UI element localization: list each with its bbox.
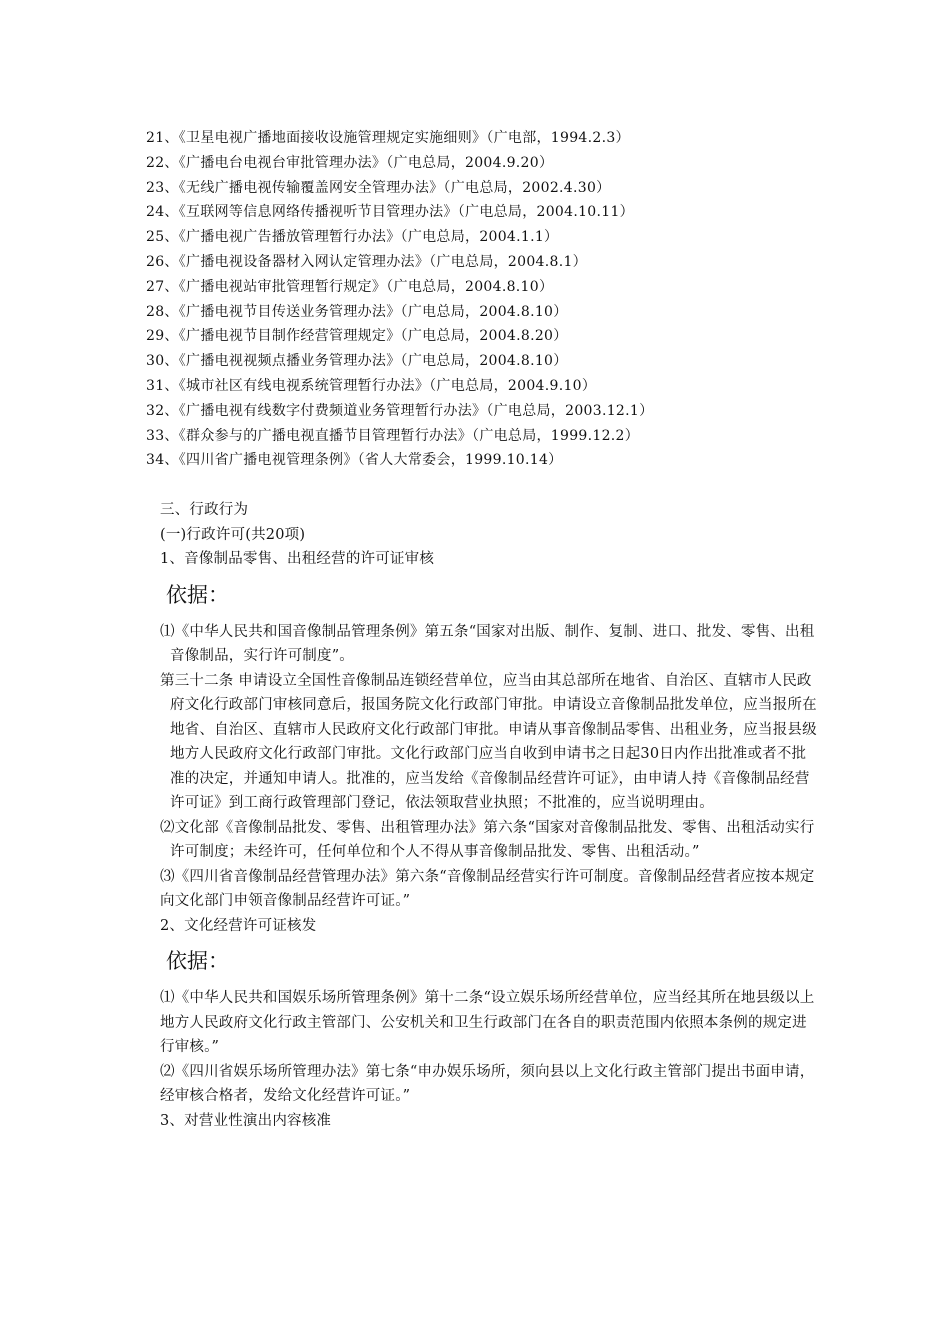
list-item: 30、《广播电视视频点播业务管理办法》（广电总局，2004.8.10） xyxy=(146,353,568,370)
list-item: 21、《卫星电视广播地面接收设施管理规定实施细则》（广电部，1994.2.3） xyxy=(146,130,630,146)
subsection-title: (一)行政许可(共20项) xyxy=(160,526,306,543)
item1-basis-heading: 依据： xyxy=(166,582,229,607)
item3-title: 3、对营业性演出内容核准 xyxy=(160,1112,332,1129)
document-body xyxy=(160,498,820,1133)
list-item: 33、《群众参与的广播电视直播节目管理暂行办法》（广电总局，1999.12.2） xyxy=(146,427,640,444)
list-item: 29、《广播电视节目制作经营管理规定》（广电总局，2004.8.20） xyxy=(146,328,568,345)
list-item: 25、《广播电视广告播放管理暂行办法》（广电总局，2004.1.1） xyxy=(146,229,559,246)
section-title: 三、行政行为 xyxy=(160,502,249,518)
list-item: 23、《无线广播电视传输覆盖网安全管理办法》（广电总局，2002.4.30） xyxy=(146,179,611,196)
item1-paragraph-4: ⑶《四川省音像制品经营管理办法》第六条“音像制品经营实行许可制度。音像制品经营者应按本规定向文化部门申领音像制品经营许可证。” xyxy=(160,868,815,909)
item2-title: 2、文化经营许可证核发 xyxy=(160,917,317,934)
list-item: 22、《广播电台电视台审批管理办法》（广电总局，2004.9.20） xyxy=(146,154,554,171)
item2-paragraph-2: ⑵《四川省娱乐场所管理办法》第七条“申办娱乐场所，须向县以上文化行政主管部门提出书面申请，经审核合格者，发给文化经营许可证。” xyxy=(160,1063,815,1104)
item1-title: 1、音像制品零售、出租经营的许可证审核 xyxy=(160,551,435,567)
item2-paragraph-1: ⑴《中华人民共和国娱乐场所管理条例》第十二条“设立娱乐场所经营单位，应当经其所在地县级以上地方人民政府文化行政主管部门、公安机关和卫生行政部门在各自的职责范围内依照本条例的规定进行审核。” xyxy=(160,990,815,1055)
list-item: 32、《广播电视有线数字付费频道业务管理暂行办法》（广电总局，2003.12.1） xyxy=(146,402,654,419)
item1-paragraph-1: ⑴《中华人民共和国音像制品管理条例》第五条“国家对出版、制作、复制、进口、批发、零售、出租音像制品，实行许可制度”。 xyxy=(160,623,815,664)
list-item: 31、《城市社区有线电视系统管理暂行办法》（广电总局，2004.9.10） xyxy=(146,377,597,394)
item1-paragraph-3: ⑵文化部《音像制品批发、零售、出租管理办法》第六条“国家对音像制品批发、零售、出租活动实行许可制度；未经许可，任何单位和个人不得从事音像制品批发、零售、出租活动。” xyxy=(160,819,815,860)
item2-basis-heading: 依据： xyxy=(166,949,229,973)
list-item: 24、《互联网等信息网络传播视听节目管理办法》（广电总局，2004.10.11） xyxy=(146,204,634,221)
list-item: 28、《广播电视节目传送业务管理办法》（广电总局，2004.8.10） xyxy=(146,303,568,320)
list-item: 26、《广播电视设备器材入网认定管理办法》（广电总局，2004.8.1） xyxy=(146,253,587,270)
list-item: 34、《四川省广播电视管理条例》（省人大常委会，1999.10.14） xyxy=(146,452,563,469)
item1-paragraph-2: 第三十二条 申请设立全国性音像制品连锁经营单位，应当由其总部所在地省、自治区、直辖市人民政府文化行政部门审核同意后，报国务院文化行政部门审批。申请设立音像制品批发单位，应当报所在地省、自治区、直辖市人民政府文化行政部门审批。申请从事音像制品零售、出租业务，应当报县级地方人民政府文化行政部门审批。文化行政部门应当自收到申请书之日起30日内作出批准或者不批准的决定，并通知申请人。批准的，应当发给《音像制品经营许可证》，由申请人持《音像制品经营许可证》到工商行政管理部门登记，依法领取营业执照；不批准的，应当说明理由。 xyxy=(160,672,817,811)
regulation-list xyxy=(146,126,653,473)
list-item: 27、《广播电视站审批管理暂行规定》（广电总局，2004.8.10） xyxy=(146,278,554,295)
